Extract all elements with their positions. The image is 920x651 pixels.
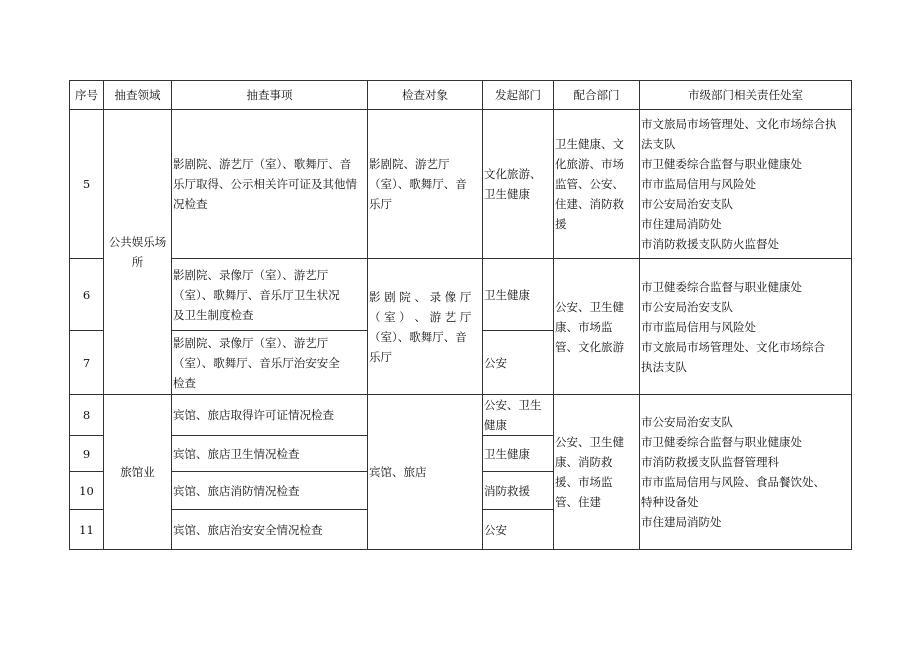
item-cell: 影剧院、游艺厅（室）、歌舞厅、音 乐厅取得、公示相关许可证及其他情 况检查 xyxy=(172,110,368,259)
item-cell: 宾馆、旅店治安安全情况检查 xyxy=(172,510,368,550)
item-cell: 宾馆、旅店消防情况检查 xyxy=(172,472,368,510)
row-number: 10 xyxy=(70,472,104,510)
initiator-cell: 卫生健康 xyxy=(483,436,554,472)
row-number: 5 xyxy=(70,110,104,259)
row-number: 11 xyxy=(70,510,104,550)
initiator-cell: 消防救援 xyxy=(483,472,554,510)
header-field: 抽查领域 xyxy=(104,81,172,110)
row-number: 6 xyxy=(70,259,104,331)
header-duty: 市级部门相关责任处室 xyxy=(640,81,852,110)
initiator-cell: 公安 xyxy=(483,510,554,550)
initiator-cell: 公安 xyxy=(483,331,554,395)
header-no: 序号 xyxy=(70,81,104,110)
object-cell: 影 剧 院 、 录 像 厅 （ 室 ） 、 游 艺 厅 （室）、歌舞厅、音 乐厅 xyxy=(368,259,483,395)
object-cell: 宾馆、旅店 xyxy=(368,395,483,550)
table-row xyxy=(70,259,852,331)
header-object: 检查对象 xyxy=(368,81,483,110)
table-row xyxy=(70,395,852,436)
initiator-cell: 卫生健康 xyxy=(483,259,554,331)
initiator-cell: 公安、卫生 健康 xyxy=(483,395,554,436)
duty-cell: 市卫健委综合监督与职业健康处 市公安局治安支队 市市监局信用与风险处 市文旅局市场管理处、文化市场综合 执法支队 xyxy=(640,259,852,395)
item-cell: 影剧院、录像厅（室）、游艺厅 （室）、歌舞厅、音乐厅治安安全 检查 xyxy=(172,331,368,395)
header-item: 抽查事项 xyxy=(172,81,368,110)
table-header-row xyxy=(70,81,852,110)
cooperate-cell: 公安、卫生健 康、市场监 管、文化旅游 xyxy=(554,259,640,395)
header-initiator: 发起部门 xyxy=(483,81,554,110)
cooperate-cell: 卫生健康、文 化旅游、市场 监管、公安、 住建、消防救 援 xyxy=(554,110,640,259)
header-cooperate: 配合部门 xyxy=(554,81,640,110)
row-number: 8 xyxy=(70,395,104,436)
field-cell: 公共娱乐场 所 xyxy=(104,110,172,395)
initiator-cell: 文化旅游、 卫生健康 xyxy=(483,110,554,259)
cooperate-cell: 公安、卫生健 康、消防救 援、市场监 管、住建 xyxy=(554,395,640,550)
row-number: 9 xyxy=(70,436,104,472)
object-cell: 影剧院、游艺厅 （室）、歌舞厅、音 乐厅 xyxy=(368,110,483,259)
item-cell: 宾馆、旅店取得许可证情况检查 xyxy=(172,395,368,436)
item-cell: 影剧院、录像厅（室）、游艺厅 （室）、歌舞厅、音乐厅卫生状况 及卫生制度检查 xyxy=(172,259,368,331)
item-cell: 宾馆、旅店卫生情况检查 xyxy=(172,436,368,472)
inspection-table xyxy=(69,80,852,550)
field-cell: 旅馆业 xyxy=(104,395,172,550)
duty-cell: 市文旅局市场管理处、文化市场综合执 法支队 市卫健委综合监督与职业健康处 市市监局信用与风险处 市公安局治安支队 市住建局消防处 市消防救援支队防火监督处 xyxy=(640,110,852,259)
row-number: 7 xyxy=(70,331,104,395)
table-row xyxy=(70,110,852,259)
duty-cell: 市公安局治安支队 市卫健委综合监督与职业健康处 市消防救援支队监督管理科 市市监局信用与风险、食品餐饮处、 特种设备处 市住建局消防处 xyxy=(640,395,852,550)
